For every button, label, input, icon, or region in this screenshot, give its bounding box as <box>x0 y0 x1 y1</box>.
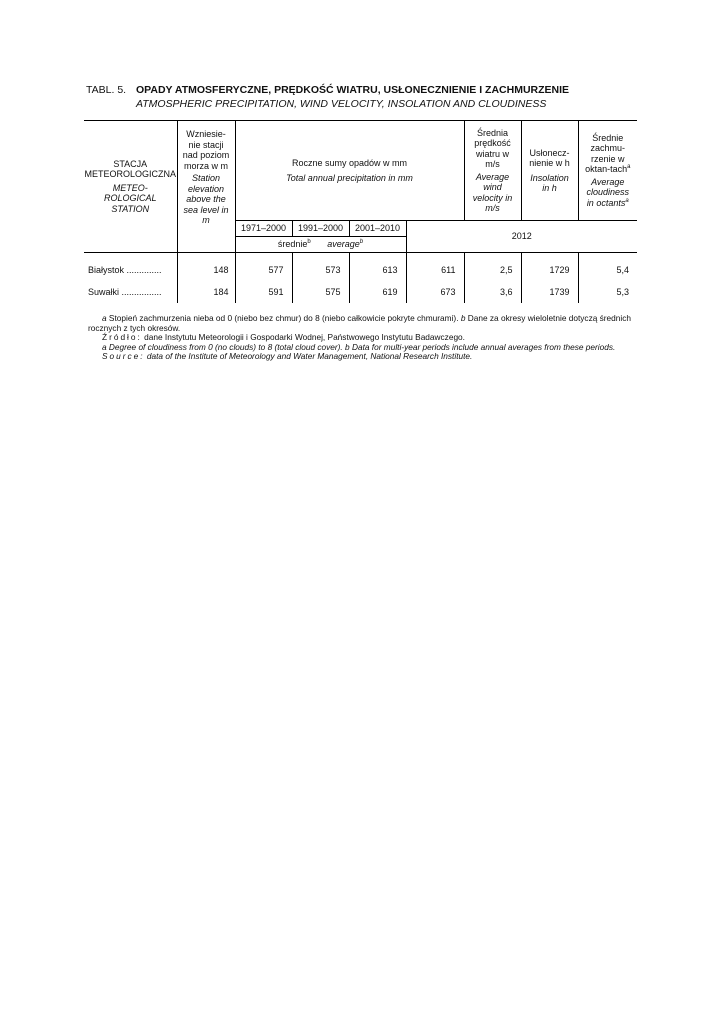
table-number: TABL. 5. <box>86 84 127 96</box>
source-text-pl: dane Instytutu Meteorologii i Gospodarki Wodnej, Państwowego Instytutu Badawczego. <box>141 332 465 342</box>
header-wind <box>464 121 521 221</box>
header-cloudiness-pl: Średnie zachmu-rzenie w oktan-tach <box>585 132 628 175</box>
title-polish <box>86 84 646 97</box>
precip-2001-2010-value: 619 <box>349 281 406 303</box>
header-elevation-en: Station elevation above the sea level in m <box>183 173 229 225</box>
note-mark-b: b <box>460 313 466 323</box>
source-text-en: data of the Institute of Meteorology and Water Management, National Research Institute. <box>144 351 473 361</box>
header-station-pl: STACJA METEOROLOGICZNA <box>84 158 176 180</box>
precip-1991-2000-value: 573 <box>292 259 349 281</box>
title-english: ATMOSPHERIC PRECIPITATION, WIND VELOCITY, INSOLATION AND CLOUDINESS <box>136 98 547 110</box>
source-label-en: Source: <box>102 351 145 361</box>
note-mark-b-en: b <box>345 341 350 352</box>
header-precipitation-en: Total annual precipitation in mm <box>286 172 413 183</box>
footnote-mark-b: b <box>307 239 311 246</box>
note-text-a-en: Degree of cloudiness from 0 (no clouds) to 8 (total cloud cover). <box>106 341 346 352</box>
averages-en: average <box>327 239 360 250</box>
period-2001-2010: 2001–2010 <box>349 221 406 237</box>
header-insolation-en: Insolation in h <box>530 172 569 193</box>
header-station <box>84 121 177 253</box>
averages-pl: średnie <box>277 239 308 250</box>
header-cloudiness-en: Average cloudiness in octants <box>586 176 630 208</box>
note-mark-a: a <box>102 313 107 323</box>
header-precipitation <box>235 121 464 221</box>
note-text-b: Dane za okresy wieloletnie dotyczą średnich rocznych z tych okresów. <box>88 313 631 333</box>
wind-value: 2,5 <box>464 259 521 281</box>
precip-2001-2010-value: 613 <box>349 259 406 281</box>
wind-value: 3,6 <box>464 281 521 303</box>
title-polish-text: OPADY ATMOSFERYCZNE, PRĘDKOŚĆ WIATRU, USŁONECZNIENIE I ZACHMURZENIE <box>136 84 570 96</box>
note-mark-a-en: a <box>102 341 107 352</box>
header-wind-pl: Średnia prędkość wiatru w m/s <box>474 127 511 169</box>
precip-1971-2000-value: 577 <box>235 259 292 281</box>
elevation-value: 148 <box>177 259 235 281</box>
insolation-value: 1729 <box>521 259 578 281</box>
header-elevation <box>177 121 235 253</box>
period-1991-2000: 1991–2000 <box>292 221 349 237</box>
header-precipitation-pl: Roczne sumy opadów w mm <box>291 158 408 168</box>
cloudiness-value: 5,4 <box>578 259 637 281</box>
header-station-en: METEO-ROLOGICAL STATION <box>103 182 157 214</box>
header-cloudiness <box>578 121 637 221</box>
footnote-mark-b-en: b <box>359 239 364 246</box>
header-insolation-pl: Usłonecz-nienie w h <box>529 147 570 168</box>
precip-1971-2000-value: 591 <box>235 281 292 303</box>
footnotes <box>88 314 636 362</box>
footnote-mark-a-en: a <box>625 197 629 204</box>
table-title <box>86 84 646 111</box>
footnote-mark-a: a <box>627 164 631 171</box>
precip-2012-value: 611 <box>406 259 464 281</box>
precip-1991-2000-value: 575 <box>292 281 349 303</box>
source-label-pl: Źródło: <box>102 332 142 342</box>
averages-label <box>235 237 406 253</box>
insolation-value: 1739 <box>521 281 578 303</box>
cloudiness-value: 5,3 <box>578 281 637 303</box>
year-2012: 2012 <box>406 221 637 253</box>
period-1971-2000: 1971–2000 <box>235 221 292 237</box>
note-text-b-en: Data for multi-year periods include annual averages from these periods. <box>349 341 616 352</box>
table-row <box>84 259 637 281</box>
elevation-value: 184 <box>177 281 235 303</box>
precip-2012-value: 673 <box>406 281 464 303</box>
header-elevation-pl: Wzniesie-nie stacji nad poziom morza w m <box>182 129 230 171</box>
footnote-polish <box>88 314 636 333</box>
station-name: Białystok .............. <box>88 264 162 275</box>
header-wind-en: Average wind velocity in m/s <box>472 171 513 213</box>
table-row <box>84 281 637 303</box>
data-table <box>84 120 637 303</box>
source-english <box>88 352 636 362</box>
note-text-a: Stopień zachmurzenia nieba od 0 (niebo bez chmur) do 8 (niebo całkowicie pokryte chmurami). <box>106 313 461 323</box>
header-insolation <box>521 121 578 221</box>
station-name: Suwałki ................ <box>88 286 162 297</box>
